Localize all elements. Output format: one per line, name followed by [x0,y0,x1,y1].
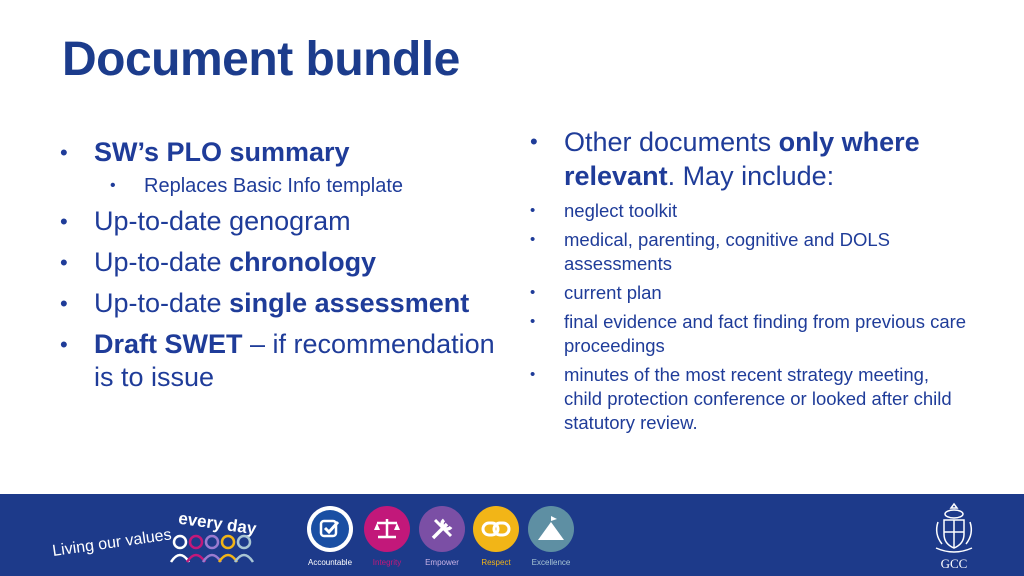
right-bullet-list [530,125,970,440]
accountable-icon [307,506,353,552]
value-label: Excellence [531,558,571,567]
list-item-text: minutes of the most recent strategy meeting, child protection conference or looked after child statutory review. [564,364,952,433]
list-item-text: Up-to-date [94,288,230,318]
list-item [60,287,500,320]
list-item-text: neglect toolkit [564,200,678,221]
list-item [60,328,500,394]
tagline-text: Living our values [51,526,173,560]
list-item [530,310,970,358]
list-item-text: – if recommendation is to issue [94,329,495,392]
list-item-text: SW’s PLO summary [94,137,350,167]
council-crest-logo [930,500,978,572]
crest-text: GCC [940,556,968,571]
tagline-text-bold: every day [177,508,258,539]
value-integrity [362,506,412,567]
list-item-bold: single assessment [229,288,470,318]
left-bullet-list [60,136,500,402]
bullet-icon: • [60,332,68,357]
page-title: Document bundle [62,33,460,86]
list-item [530,281,970,305]
list-item [530,363,970,435]
list-item-text: Up-to-date [94,247,230,277]
bullet-icon: • [60,209,68,234]
list-item [60,205,500,238]
value-label: Empower [425,558,459,567]
value-accountable [305,506,355,567]
value-label: Accountable [307,558,353,567]
bullet-icon: • [60,291,68,316]
list-item-bold: chronology [229,247,377,277]
list-item-text: . May include: [667,161,835,191]
tools-icon [419,506,465,552]
bullet-icon: • [60,250,68,275]
value-empower [417,506,467,567]
value-label: Integrity [372,558,402,567]
list-item-bold: Draft SWET [94,329,243,359]
list-item [530,199,970,223]
list-item-text: current plan [564,282,662,303]
list-item-text: final evidence and fact finding from previous care proceedings [564,311,967,356]
list-item [60,246,500,279]
bullet-icon: • [530,231,536,248]
list-item [530,228,970,276]
value-respect [471,506,521,567]
list-item-text: medical, parenting, cognitive and DOLS assessments [564,229,890,274]
value-label: Respect [481,558,511,567]
bullet-icon: • [530,129,538,154]
list-item [530,125,970,193]
value-excellence [526,506,576,567]
bullet-icon: • [530,284,536,301]
bullet-icon: • [530,313,536,330]
link-icon [473,506,519,552]
mountain-flag-icon [528,506,574,552]
bullet-icon: • [530,202,536,219]
bullet-icon: • [110,177,116,194]
sub-list-item-text: Replaces Basic Info template [144,175,404,197]
list-item [60,136,500,169]
people-icon [171,536,253,562]
scales-icon [364,506,410,552]
list-item-text: Up-to-date genogram [94,206,351,236]
values-tagline-logo [50,504,270,574]
bullet-icon: • [530,366,536,383]
sub-list-item [110,173,500,199]
bullet-icon: • [60,140,68,165]
list-item-text: Other documents [564,127,779,157]
list-item-bold: only where relevant [564,127,920,191]
